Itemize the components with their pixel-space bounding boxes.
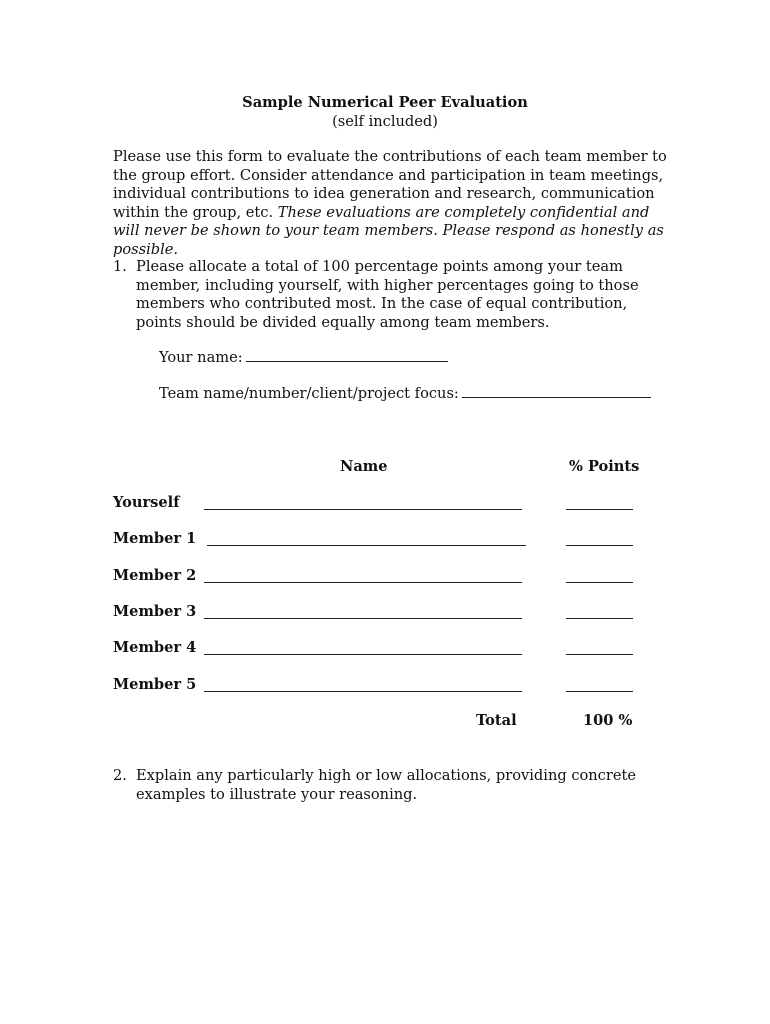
team-name-field	[159, 384, 651, 404]
page-title: Sample Numerical Peer Evaluation	[242, 94, 528, 111]
member-4-name-line[interactable]	[204, 654, 522, 655]
member-4-points-line[interactable]	[566, 654, 633, 655]
intro-text: Please use this form to evaluate the contributions of each team member to the group effort. Consider attendance and participation in team meetings, individual contributions to idea generation and research, communication within the group, etc.	[113, 148, 667, 221]
yourself-points-line[interactable]	[566, 509, 633, 510]
question-1-number: 1.	[113, 258, 127, 275]
points-column-header: % Points	[569, 458, 640, 475]
member-3-name-line[interactable]	[204, 618, 522, 619]
total-value: 100 %	[583, 712, 633, 729]
page-subtitle: (self included)	[332, 113, 438, 130]
row-label-yourself: Yourself	[113, 494, 180, 511]
name-column-header: Name	[340, 458, 388, 475]
member-1-points-line[interactable]	[566, 545, 633, 546]
member-5-name-line[interactable]	[204, 691, 522, 692]
total-label: Total	[476, 712, 517, 729]
team-name-label: Team name/number/client/project focus:	[159, 385, 459, 402]
question-2-text: Explain any particularly high or low allocations, providing concrete examples to illustrate your reasoning.	[136, 767, 636, 803]
row-label-member-5: Member 5	[113, 676, 197, 693]
intro-paragraph	[113, 148, 673, 259]
intro-confidential-note: These evaluations are completely confidential and will never be shown to your team members. Please respond as honestly as possible.	[113, 203, 664, 258]
member-1-name-line[interactable]	[207, 545, 526, 546]
member-3-points-line[interactable]	[566, 618, 633, 619]
question-2-number: 2.	[113, 767, 127, 784]
row-label-member-2: Member 2	[113, 567, 197, 584]
yourself-name-line[interactable]	[204, 509, 522, 510]
your-name-label: Your name:	[159, 349, 243, 366]
question-1	[113, 258, 673, 332]
member-5-points-line[interactable]	[566, 691, 633, 692]
member-2-points-line[interactable]	[566, 582, 633, 583]
row-label-member-4: Member 4	[113, 639, 197, 656]
your-name-field	[159, 348, 448, 368]
team-name-input-line[interactable]	[462, 396, 651, 398]
question-1-text: Please allocate a total of 100 percentage points among your team member, including yourself, with higher percentages going to those members who contributed most. In the case of equal contribution, points should be divided equally among team members.	[136, 258, 639, 331]
row-label-member-3: Member 3	[113, 603, 197, 620]
question-2	[113, 767, 673, 804]
member-2-name-line[interactable]	[204, 582, 522, 583]
row-label-member-1: Member 1	[113, 530, 197, 547]
your-name-input-line[interactable]	[246, 360, 448, 362]
